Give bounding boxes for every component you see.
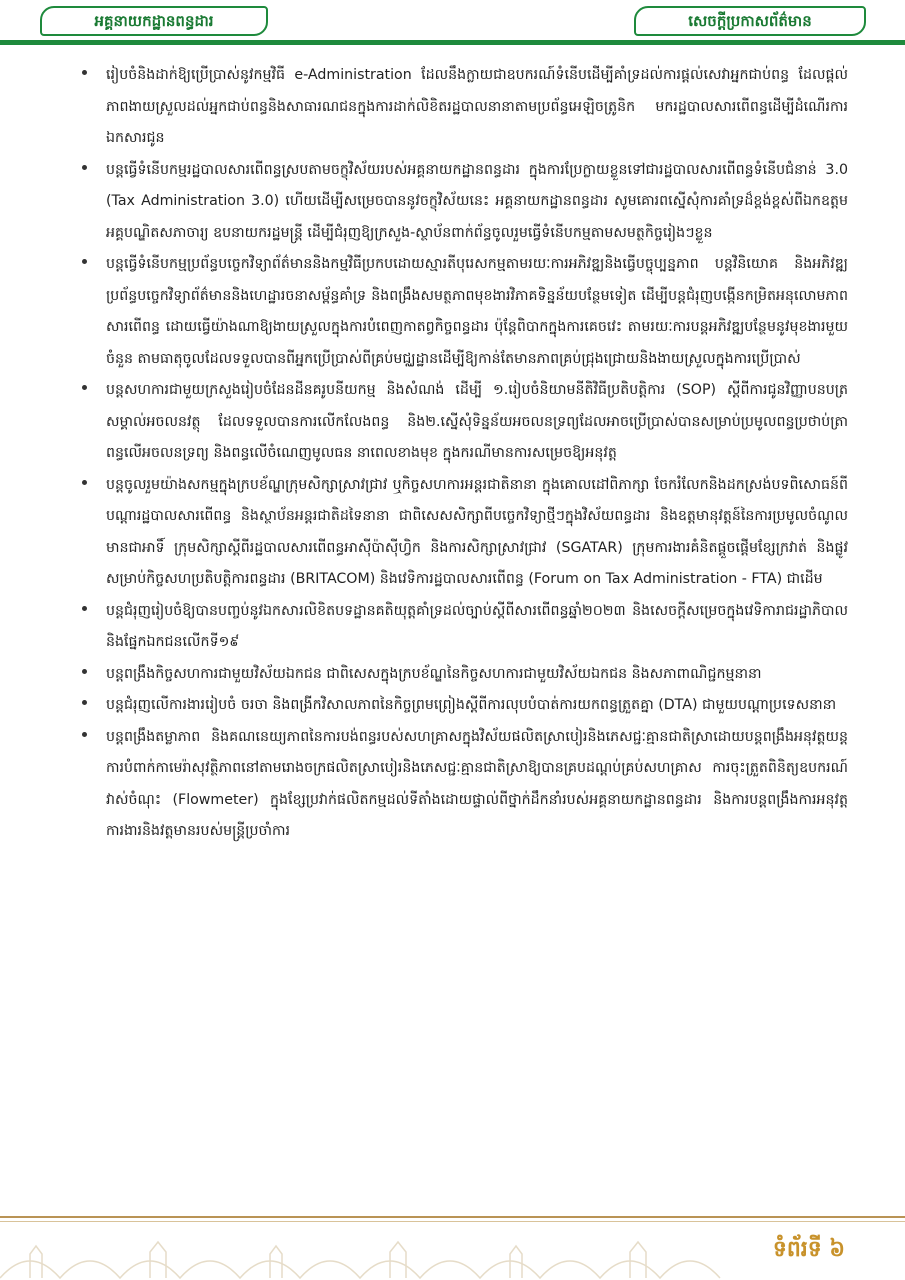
bullet-list (78, 60, 848, 848)
list-item-text: បន្តធ្វើទំនើបកម្មរដ្ឋបាលសារពើពន្ធស្របតាមចក្ខុវិស័យរបស់អគ្គនាយកដ្ឋានពន្ធដារ ក្នុងការប្រែក្លាយខ្លួនទៅជារដ្ឋបាលសារពើពន្ធទំនើបជំនាន់ 3.0 (Tax Administration 3.0) ហើយដើម្បីសម្រេចបាននូវចក្ខុវិស័យនេះ អគ្គនាយកដ្ឋានពន្ធដារ សូមគោរពស្នើសុំការគាំទ្រដ៏ខ្ពង់ខ្ពស់ពីឯកឧត្ដមអគ្គបណ្ឌិតសភាចារ្យ ឧបនាយករដ្ឋមន្ត្រី ដើម្បីជំរុញឱ្យក្រសួង-ស្ថាប័នពាក់ព័ន្ធចូលរួមធ្វើទំនើបកម្មតាមសមត្ថកិច្ចរៀងៗខ្លួន (106, 161, 848, 241)
list-item-text: បន្តធ្វើទំនើបកម្មប្រព័ន្ធបច្ចេកវិទ្យាព័ត៌មាននិងកម្មវិធីប្រកបដោយស្មារតីបុរេសកម្មតាមរយៈការអភិវឌ្ឍនិងធ្វើបច្ចុប្បន្នភាព បន្តវិនិយោគ និងអភិវឌ្ឍប្រព័ន្ធបច្ចេកវិទ្យាព័ត៌មាននិងហេដ្ឋារចនាសម្ព័ន្ធគាំទ្រ និងពង្រឹងសមត្ថភាពមុខងារវិភាគទិន្នន័យបន្ថែមទៀត ដើម្បីបន្តជំរុញបង្កើនកម្រិតអនុលោមភាពសារពើពន្ធ ដោយធ្វើយ៉ាងណាឱ្យងាយស្រួលក្នុងការបំពេញកាតព្វកិច្ចពន្ធដារ ប៉ុន្តែពិបាកក្នុងការគេចវេះ តាមរយៈការបន្តអភិវឌ្ឍបន្ថែមនូវមុខងារមួយចំនួន តាមធាតុចូលដែលទទួលបានពីអ្នកប្រើប្រាស់ពីគ្រប់មជ្ឈដ្ឋានដើម្បីឱ្យកាន់តែមានភាពគ្រប់ជ្រុងជ្រោយនិងងាយស្រួលក្នុងការប្រើប្រាស់ (106, 256, 848, 367)
list-item (78, 470, 848, 596)
header-divider (0, 40, 905, 45)
bullet-icon (82, 669, 87, 674)
bullet-icon (82, 259, 87, 264)
bullet-icon (82, 165, 87, 170)
list-item (78, 249, 848, 375)
page-number: ទំព័រទី ៦ (772, 1237, 845, 1262)
list-item (78, 60, 848, 155)
list-item-text: បន្តពង្រឹងតម្លាភាព និងគណនេយ្យភាពនៃការបង់ពន្ធរបស់សហគ្រាសក្នុងវិស័យផលិតស្រាបៀរនិងភេសជ្ជៈគ្មានជាតិស្រាដោយបន្តពង្រឹងអនុវត្តយន្តការបំពាក់កាមេរ៉ាសុវត្ថិភាពនៅតាមរោងចក្រផលិតស្រាបៀរនិងភេសជ្ជៈគ្មានជាតិស្រាឱ្យបានគ្របដណ្ដប់គ្រប់សហគ្រាស ការចុះត្រួតពិនិត្យឧបករណ៍វាស់ចំណុះ (Flowmeter) ក្នុងខ្សែប្រវាក់ផលិតកម្មដល់ទីតាំងដោយផ្ទាល់ពីថ្នាក់ដឹកនាំរបស់អគ្គនាយកដ្ឋានពន្ធដារ និងការបន្តពង្រឹងការអនុវត្តការងារនិងវត្តមានរបស់មន្ត្រីប្រចាំការ (106, 728, 848, 839)
temple-ornament-icon (0, 1224, 905, 1280)
bullet-icon (82, 732, 87, 737)
list-item (78, 659, 848, 691)
list-item-text: បន្តសហការជាមួយក្រសួងរៀបចំដែនដីនគរូបនីយកម្ម និងសំណង់ ដើម្បី ១.រៀបចំនិយាមនីតិវិធីប្រតិបត្តិការ (SOP) ស្ដីពីការជូនវិញ្ញាបនបត្រសម្គាល់អចលនវត្ថុ ដែលទទួលបានការលើកលែងពន្ធ និង២.ស្នើសុំទិន្នន័យអចលនទ្រព្យដែលអាចប្រើប្រាស់បានសម្រាប់ប្រមូលពន្ធប្រថាប់ត្រា ពន្ធលើអចលនទ្រព្យ និងពន្ធលើចំណេញមូលធន នាពេលខាងមុខ ក្នុងករណីមានការសម្រេចឱ្យអនុវត្ត (106, 382, 848, 461)
list-item (78, 722, 848, 848)
footer-divider (0, 1216, 905, 1218)
list-item-text: បន្តចូលរួមយ៉ាងសកម្មក្នុងក្របខ័ណ្ឌក្រុមសិក្សាស្រាវជ្រាវ ឬកិច្ចសហការអន្តរជាតិនានា ក្នុងគោលដៅពិភាក្សា ចែករំលែកនិងដកស្រង់បទពិសោធន៍ពីបណ្ដារដ្ឋបាលសារពើពន្ធ និងស្ថាប័នអន្តរជាតិដទៃនានា ជាពិសេសសិក្សាពីបច្ចេកវិទ្យាថ្មីៗក្នុងវិស័យពន្ធដារ និងឧត្តមានុវត្តន៍នៃការប្រមូលចំណូល មានជាអាទិ៍ ក្រុមសិក្សាស្ដីពីរដ្ឋបាលសារពើពន្ធអាស៊ីប៉ាស៊ីហ្វិក និងការសិក្សាស្រាវជ្រាវ (SGATAR) ក្រុមការងារគំនិតផ្ដួចផ្ដើមខ្សែក្រវាត់ និងផ្លូវសម្រាប់កិច្ចសហប្រតិបត្តិការពន្ធដារ (BRITACOM) និងវេទិការដ្ឋបាលសារពើពន្ធ (Forum on Tax Administration - FTA) ជាដើម (106, 476, 848, 587)
list-item (78, 375, 848, 470)
list-item-text: រៀបចំនិងដាក់ឱ្យប្រើប្រាស់នូវកម្មវិធី e-Administration ដែលនឹងក្លាយជាឧបករណ៍ទំនើបដើម្បីគាំទ្រដល់ការផ្ដល់សេវាអ្នកជាប់ពន្ធ ដែលផ្ដល់ភាពងាយស្រួលដល់អ្នកជាប់ពន្ធនិងសាធារណជនក្នុងការដាក់លិខិតរដ្ឋបាលនានាតាមប្រព័ន្ធអេឡិចត្រូនិក មករដ្ឋបាលសារពើពន្ធដើម្បីដំណើរការឯកសារជូន (106, 67, 848, 146)
section-title: សេចក្ដីប្រកាសព័ត៌មាន (634, 6, 866, 36)
bullet-icon (82, 70, 87, 75)
page-header (0, 0, 905, 48)
department-title: អគ្គនាយកដ្ឋានពន្ធដារ (40, 6, 268, 36)
list-item (78, 596, 848, 659)
footer-divider-thin (0, 1221, 905, 1222)
list-item-text: បន្តជំរុញរៀបចំឱ្យបានបញ្ចប់នូវឯកសារលិខិតបទដ្ឋានគតិយុត្តគាំទ្រដល់ច្បាប់ស្ដីពីសារពើពន្ធឆ្នាំ២០២៣ និងសេចក្ដីសម្រេចក្នុងវេទិការាជរដ្ឋាភិបាល និងផ្នែកឯកជនលើកទី១៩ (106, 602, 848, 650)
list-item (78, 690, 848, 722)
bullet-icon (82, 480, 87, 485)
list-item-text: បន្តជំរុញលើការងាររៀបចំ ចរចា និងពង្រីកវិសាលភាពនៃកិច្ចព្រមព្រៀងស្ដីពីការលុបបំបាត់ការយកពន្ធត្រួតគ្នា (DTA) ជាមួយបណ្ដាប្រទេសនានា (106, 697, 837, 713)
list-item (78, 155, 848, 250)
page-footer (0, 1208, 905, 1280)
bullet-icon (82, 385, 87, 390)
list-item-text: បន្តពង្រឹងកិច្ចសហការជាមួយវិស័យឯកជន ជាពិសេសក្នុងក្របខ័ណ្ឌនៃកិច្ចសហការជាមួយវិស័យឯកជន និងសភាពាណិជ្ជកម្មនានា (106, 665, 762, 682)
bullet-icon (82, 606, 87, 611)
bullet-icon (82, 700, 87, 705)
